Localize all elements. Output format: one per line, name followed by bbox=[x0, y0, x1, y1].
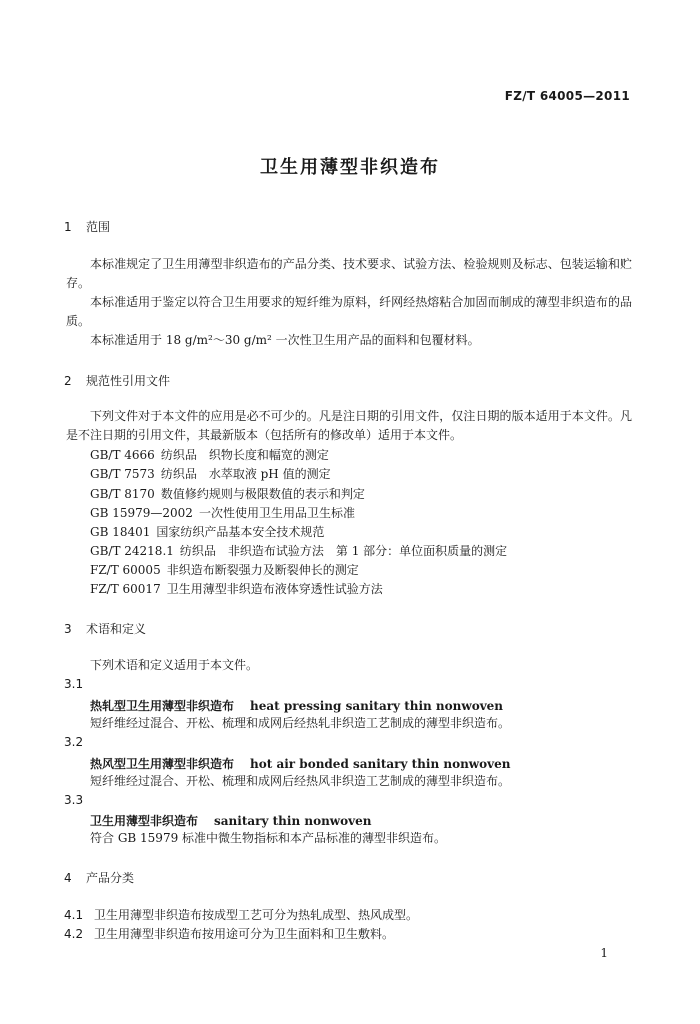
standard-number: FZ/T 64005—2011 bbox=[504, 89, 630, 103]
term-definition: 短纤维经过混合、开松、梳理和成网后经热风非织造工艺制成的薄型非织造布。 bbox=[90, 774, 511, 788]
reference-title: 国家纺织产品基本安全技术规范 bbox=[156, 525, 325, 539]
clause-number: 4.2 bbox=[64, 927, 84, 941]
reference-item bbox=[90, 581, 383, 597]
reference-code: GB/T 4666 bbox=[90, 448, 155, 462]
reference-code: GB 18401 bbox=[90, 525, 151, 539]
clause-text: 卫生用薄型非织造布按用途可分为卫生面料和卫生敷料。 bbox=[94, 927, 395, 941]
section-3-intro: 下列术语和定义适用于本文件。 bbox=[90, 658, 259, 672]
clause-item bbox=[64, 907, 418, 923]
section-4-heading bbox=[64, 869, 134, 886]
document-title: 卫生用薄型非织造布 bbox=[260, 157, 440, 178]
clause-item bbox=[64, 926, 394, 942]
reference-item bbox=[90, 447, 329, 463]
reference-title: 一次性使用卫生用品卫生标准 bbox=[198, 506, 355, 520]
reference-code: FZ/T 60005 bbox=[90, 563, 161, 577]
section-title: 规范性引用文件 bbox=[86, 374, 171, 388]
term-heading bbox=[90, 697, 503, 714]
page-number: 1 bbox=[600, 946, 608, 960]
reference-item bbox=[90, 524, 324, 540]
term-heading bbox=[90, 812, 371, 829]
reference-title: 纺织品 水萃取液 pH 值的测定 bbox=[160, 467, 331, 481]
reference-title: 纺织品 织物长度和幅宽的测定 bbox=[160, 448, 329, 462]
clause-text: 卫生用薄型非织造布按成型工艺可分为热轧成型、热风成型。 bbox=[94, 908, 419, 922]
term-number: 3.1 bbox=[64, 677, 84, 691]
reference-title: 卫生用薄型非织造布液体穿透性试验方法 bbox=[166, 582, 383, 596]
term-heading bbox=[90, 755, 510, 772]
section-1-paragraph-3: 本标准适用于 18 g/m²～30 g/m² 一次性卫生用产品的面料和包覆材料。 bbox=[90, 333, 480, 347]
section-number: 2 bbox=[64, 374, 72, 388]
section-1-heading bbox=[64, 218, 110, 235]
clause-number: 4.1 bbox=[64, 908, 84, 922]
reference-item bbox=[90, 505, 355, 521]
term-english: hot air bonded sanitary thin nonwoven bbox=[250, 757, 511, 771]
section-number: 4 bbox=[64, 871, 72, 885]
term-number: 3.2 bbox=[64, 735, 84, 749]
section-1-paragraph-2: 本标准适用于鉴定以符合卫生用要求的短纤维为原料，纤网经热熔粘合加固而制成的薄型非织造布的品质。 bbox=[66, 295, 632, 328]
reference-title: 非织造布断裂强力及断裂伸长的测定 bbox=[166, 563, 359, 577]
reference-code: GB/T 7573 bbox=[90, 467, 155, 481]
reference-item bbox=[90, 543, 507, 559]
reference-item bbox=[90, 486, 365, 502]
term-number: 3.3 bbox=[64, 793, 84, 807]
reference-code: FZ/T 60017 bbox=[90, 582, 161, 596]
term-definition: 符合 GB 15979 标准中微生物指标和本产品标准的薄型非织造布。 bbox=[90, 831, 447, 845]
section-number: 3 bbox=[64, 622, 72, 636]
reference-code: GB/T 8170 bbox=[90, 487, 155, 501]
term-chinese: 热轧型卫生用薄型非织造布 bbox=[90, 699, 235, 713]
term-chinese: 热风型卫生用薄型非织造布 bbox=[90, 757, 235, 771]
section-title: 术语和定义 bbox=[86, 622, 147, 636]
reference-item bbox=[90, 466, 331, 482]
reference-title: 纺织品 非织造布试验方法 第 1 部分：单位面积质量的测定 bbox=[179, 544, 508, 558]
section-1-paragraph-1: 本标准规定了卫生用薄型非织造布的产品分类、技术要求、试验方法、检验规则及标志、包装运输和贮存。 bbox=[66, 257, 632, 290]
reference-title: 数值修约规则与极限数值的表示和判定 bbox=[160, 487, 365, 501]
reference-code: GB 15979—2002 bbox=[90, 506, 193, 520]
reference-code: GB/T 24218.1 bbox=[90, 544, 174, 558]
section-title: 产品分类 bbox=[86, 871, 135, 885]
section-number: 1 bbox=[64, 220, 72, 234]
section-2-heading bbox=[64, 372, 170, 389]
reference-item bbox=[90, 562, 359, 578]
section-title: 范围 bbox=[86, 220, 111, 234]
term-english: heat pressing sanitary thin nonwoven bbox=[250, 699, 504, 713]
section-3-heading bbox=[64, 620, 146, 637]
term-chinese: 卫生用薄型非织造布 bbox=[90, 814, 199, 828]
term-english: sanitary thin nonwoven bbox=[214, 814, 372, 828]
section-2-intro: 下列文件对于本文件的应用是必不可少的。凡是注日期的引用文件，仅注日期的版本适用于本文件。凡是不注日期的引用文件，其最新版本（包括所有的修改单）适用于本文件。 bbox=[66, 409, 632, 442]
term-definition: 短纤维经过混合、开松、梳理和成网后经热轧非织造工艺制成的薄型非织造布。 bbox=[90, 716, 511, 730]
